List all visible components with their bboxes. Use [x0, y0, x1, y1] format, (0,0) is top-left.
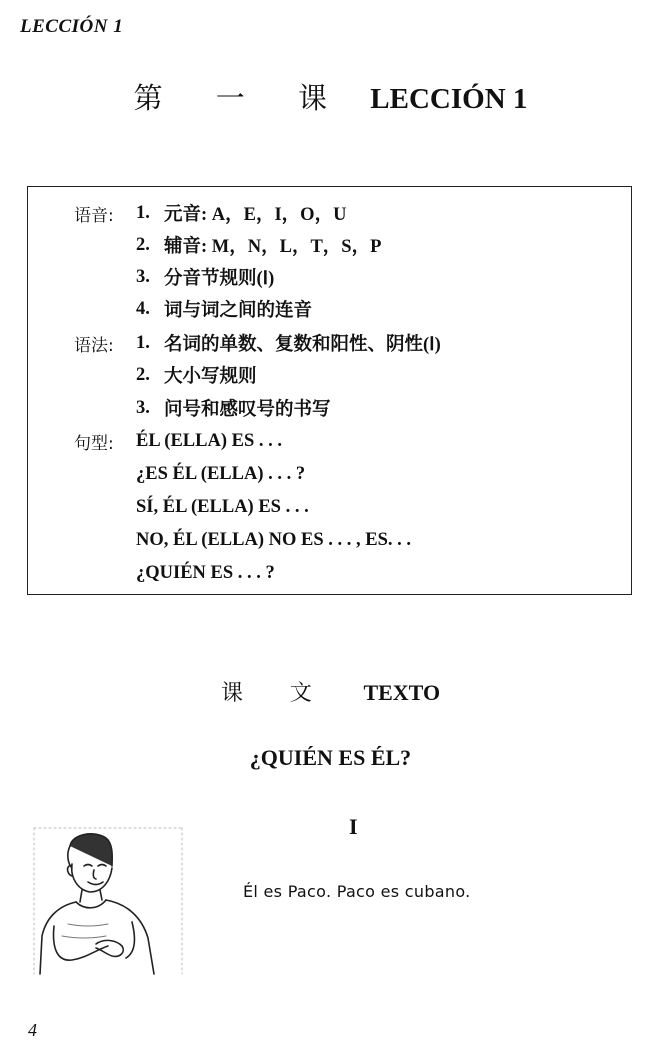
item-text: ¿QUIÉN ES . . . ? — [136, 562, 275, 583]
summary-row — [74, 229, 381, 261]
item-text: ÉL (ELLA) ES . . . — [136, 430, 282, 451]
summary-row — [74, 392, 331, 424]
item-text: 名词的单数、复数和阳性、阴性(Ⅰ) — [164, 335, 441, 355]
summary-row — [74, 197, 346, 229]
section-title — [0, 676, 661, 707]
summary-row — [74, 524, 411, 556]
section-title-spanish: TEXTO — [363, 680, 441, 705]
item-text: 词与词之间的连音 — [164, 301, 313, 321]
section-title-chinese: 课 文 — [220, 681, 332, 706]
summary-row — [74, 293, 312, 325]
lesson-summary-box — [27, 186, 632, 595]
running-head: LECCIÓN 1 — [20, 16, 124, 37]
lesson-title-spanish: LECCIÓN 1 — [370, 83, 528, 115]
summary-row — [74, 425, 282, 457]
item-text: 元音: A，E，I，O，U — [164, 205, 347, 225]
summary-row — [74, 359, 257, 391]
item-number: 4. — [136, 298, 150, 319]
lesson-sentence: Él es Paco. Paco es cubano. — [243, 882, 471, 901]
section-label-phonetics: 语音: — [74, 205, 114, 226]
summary-row — [74, 261, 274, 293]
item-number: 1. — [136, 202, 150, 223]
summary-row — [74, 458, 305, 490]
item-number: 2. — [136, 234, 150, 255]
section-label-sentence-patterns: 句型: — [74, 433, 114, 454]
item-text: ¿ES ÉL (ELLA) . . . ? — [136, 463, 306, 484]
item-number: 3. — [136, 266, 150, 287]
summary-row — [74, 557, 275, 589]
item-number: 3. — [136, 397, 150, 418]
item-text: 分音节规则(Ⅰ) — [164, 269, 275, 289]
part-numeral: I — [349, 814, 358, 839]
text-title: ¿QUIÉN ES ÉL? — [249, 745, 412, 770]
page-number: 4 — [28, 1020, 37, 1040]
section-label-grammar: 语法: — [74, 335, 114, 356]
lesson-title — [0, 76, 661, 117]
item-number: 1. — [136, 332, 150, 353]
item-text: NO, ÉL (ELLA) NO ES . . . , ES. . . — [136, 529, 411, 550]
item-number: 2. — [136, 364, 150, 385]
item-text: SÍ, ÉL (ELLA) ES . . . — [136, 496, 309, 517]
summary-row — [74, 327, 441, 359]
item-text: 问号和感叹号的书写 — [164, 400, 331, 420]
boy-illustration — [32, 826, 184, 976]
item-text: 辅音: M，N，L，T，S，P — [164, 237, 382, 257]
summary-row — [74, 491, 309, 523]
item-text: 大小写规则 — [164, 367, 257, 387]
lesson-title-chinese: 第 一 课 — [133, 81, 350, 115]
